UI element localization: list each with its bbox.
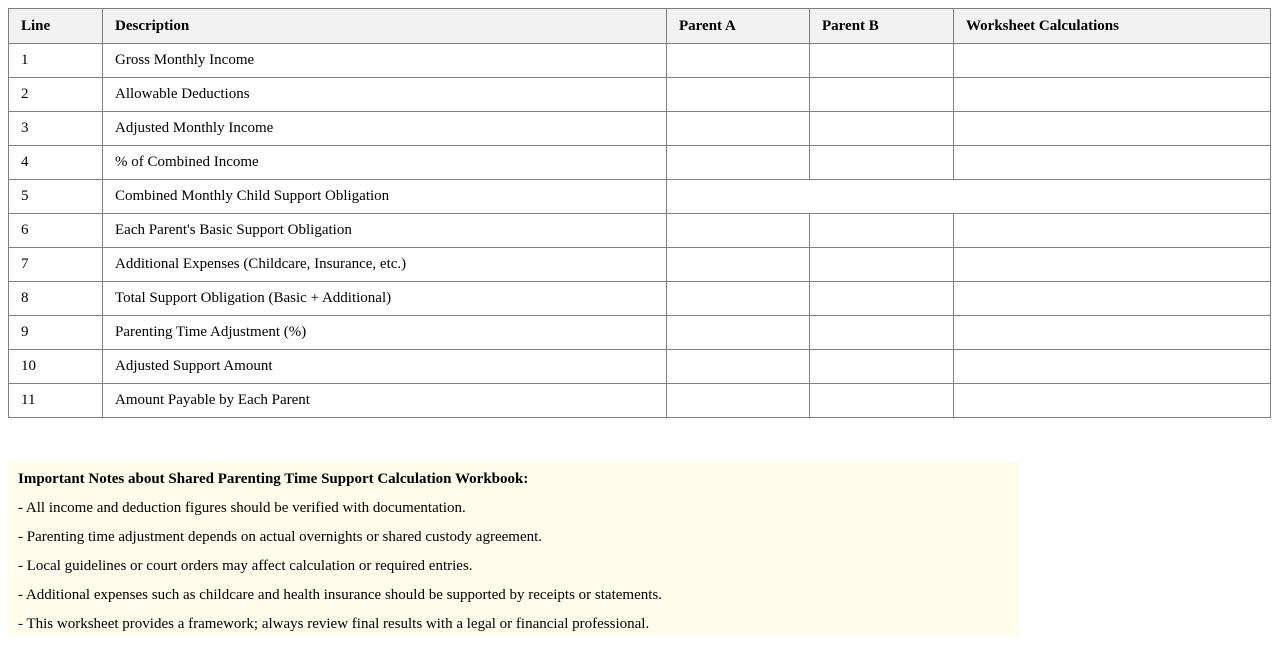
parent-b-cell[interactable] (810, 316, 954, 350)
line-number: 1 (9, 44, 103, 78)
note-item: - Additional expenses such as childcare and health insurance should be supported by receipts or statements. (18, 587, 662, 603)
parent-a-cell[interactable] (667, 146, 810, 180)
parent-b-cell[interactable] (810, 44, 954, 78)
header-worksheet-calculations: Worksheet Calculations (954, 9, 1271, 44)
table-row (9, 248, 1271, 282)
calculation-cell[interactable] (954, 146, 1271, 180)
parent-a-cell[interactable] (667, 350, 810, 384)
line-description: Amount Payable by Each Parent (103, 384, 667, 418)
table-row (9, 146, 1271, 180)
table-row (9, 214, 1271, 248)
line-description: Each Parent's Basic Support Obligation (103, 214, 667, 248)
line-number: 2 (9, 78, 103, 112)
header-description: Description (103, 9, 667, 44)
line-description: Gross Monthly Income (103, 44, 667, 78)
parent-a-cell[interactable] (667, 78, 810, 112)
support-worksheet-table (8, 8, 1271, 418)
parent-a-cell[interactable] (667, 248, 810, 282)
note-item: - Parenting time adjustment depends on actual overnights or shared custody agreement. (18, 529, 543, 545)
calculation-cell[interactable] (954, 384, 1271, 418)
table-row (9, 350, 1271, 384)
note-item: - All income and deduction figures should be verified with documentation. (18, 500, 466, 516)
parent-a-cell[interactable] (667, 282, 810, 316)
calculation-cell[interactable] (954, 248, 1271, 282)
parent-b-cell[interactable] (810, 282, 954, 316)
table-row (9, 44, 1271, 78)
header-line: Line (9, 9, 103, 44)
table-header-row (9, 9, 1271, 44)
calculation-cell[interactable] (954, 44, 1271, 78)
line-description: Additional Expenses (Childcare, Insurance, etc.) (103, 248, 667, 282)
calculation-cell[interactable] (954, 316, 1271, 350)
line-description: Total Support Obligation (Basic + Additional) (103, 282, 667, 316)
parent-b-cell[interactable] (810, 214, 954, 248)
line-number: 4 (9, 146, 103, 180)
table-row (9, 112, 1271, 146)
line-description: Adjusted Support Amount (103, 350, 667, 384)
parent-b-cell[interactable] (810, 112, 954, 146)
table-row (9, 78, 1271, 112)
line-number: 8 (9, 282, 103, 316)
table-row (9, 282, 1271, 316)
parent-b-cell[interactable] (810, 350, 954, 384)
parent-a-cell[interactable] (667, 316, 810, 350)
line-number: 5 (9, 180, 103, 214)
line-number: 9 (9, 316, 103, 350)
line-description: Adjusted Monthly Income (103, 112, 667, 146)
line-number: 11 (9, 384, 103, 418)
line-description: % of Combined Income (103, 146, 667, 180)
parent-a-cell[interactable] (667, 44, 810, 78)
line-number: 3 (9, 112, 103, 146)
calculation-cell[interactable] (954, 350, 1271, 384)
line-description: Parenting Time Adjustment (%) (103, 316, 667, 350)
calculation-cell[interactable] (954, 112, 1271, 146)
calculation-cell[interactable] (954, 214, 1271, 248)
header-parent-a: Parent A (667, 9, 810, 44)
calculation-cell[interactable] (954, 282, 1271, 316)
parent-a-cell[interactable] (667, 214, 810, 248)
important-notes-box (8, 461, 1019, 635)
parent-a-cell[interactable] (667, 112, 810, 146)
parent-b-cell[interactable] (810, 78, 954, 112)
parent-a-cell[interactable] (667, 384, 810, 418)
line-number: 7 (9, 248, 103, 282)
calculation-cell[interactable] (954, 78, 1271, 112)
note-item: - This worksheet provides a framework; always review final results with a legal or financial professional. (18, 616, 650, 632)
combined-obligation-cell[interactable] (667, 180, 1271, 214)
line-description: Combined Monthly Child Support Obligation (103, 180, 667, 214)
table-row (9, 384, 1271, 418)
parent-b-cell[interactable] (810, 146, 954, 180)
line-number: 6 (9, 214, 103, 248)
parent-b-cell[interactable] (810, 248, 954, 282)
table-row (9, 180, 1271, 214)
header-parent-b: Parent B (810, 9, 954, 44)
note-item: - Local guidelines or court orders may affect calculation or required entries. (18, 558, 473, 574)
table-row (9, 316, 1271, 350)
parent-b-cell[interactable] (810, 384, 954, 418)
notes-title: Important Notes about Shared Parenting Time Support Calculation Workbook: (18, 471, 529, 487)
line-description: Allowable Deductions (103, 78, 667, 112)
line-number: 10 (9, 350, 103, 384)
